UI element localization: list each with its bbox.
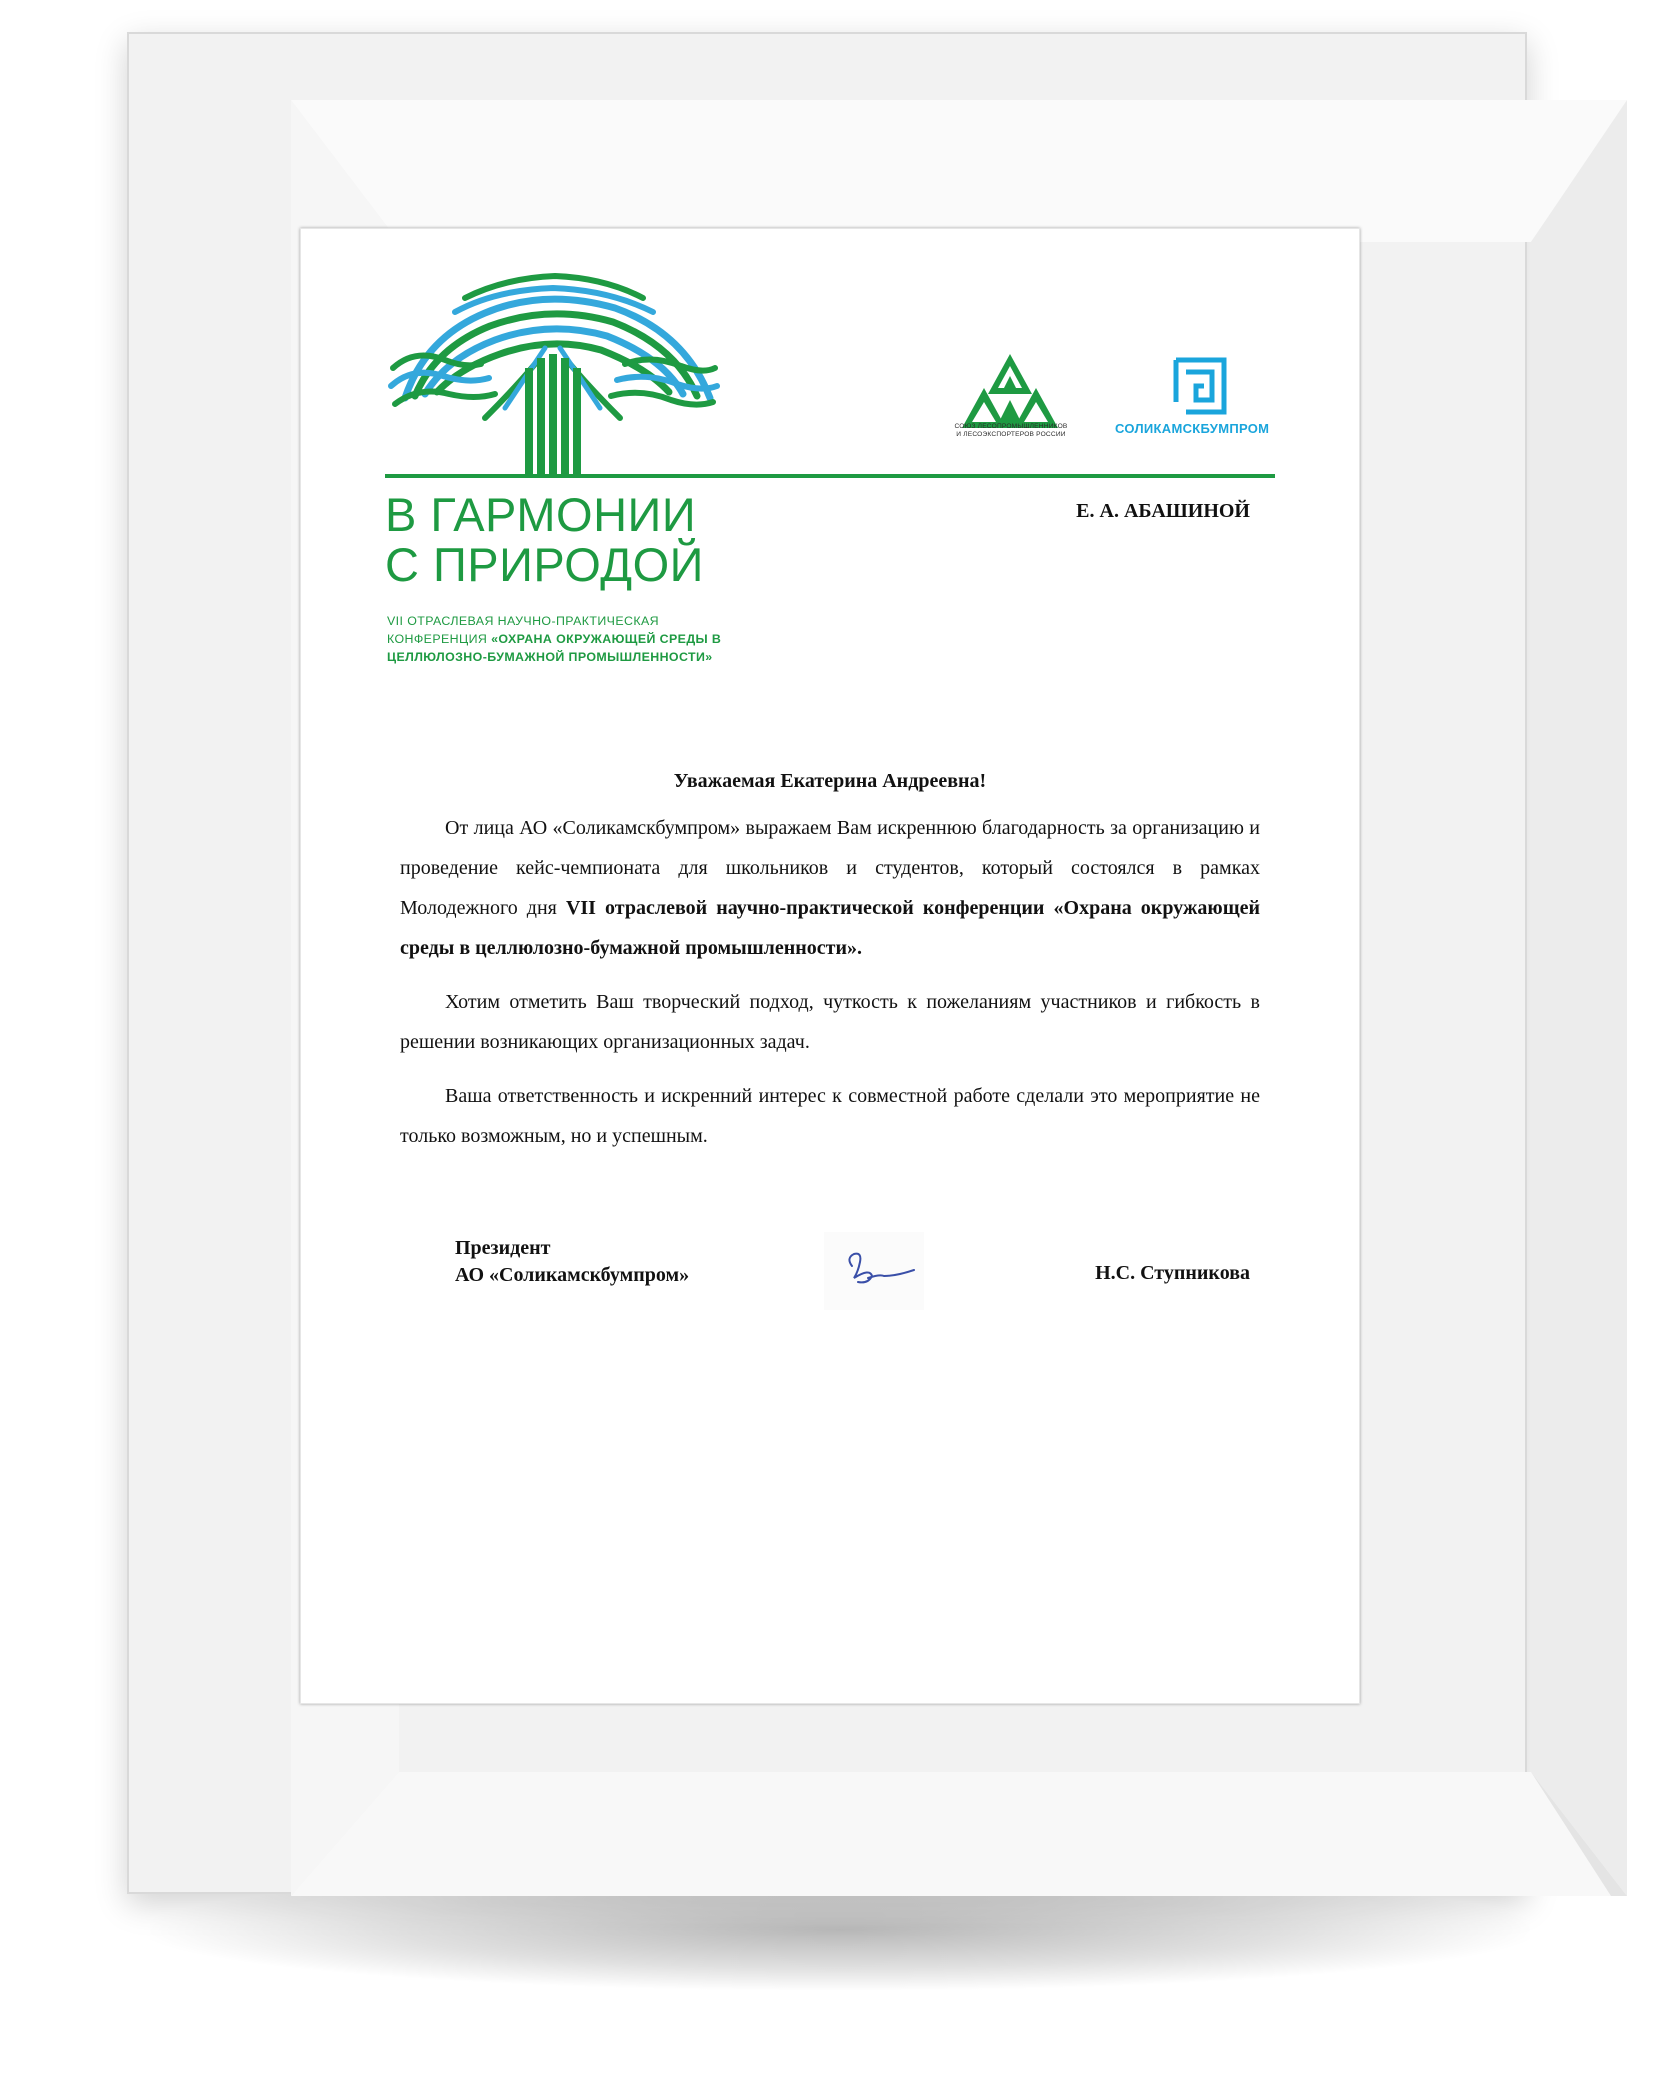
conference-subtitle-line2-b: «ОХРАНА ОКРУЖАЮЩЕЙ СРЕДЫ В (491, 632, 722, 646)
conference-subtitle-line3-text: ЦЕЛЛЮЛОЗНО-БУМАЖНОЙ ПРОМЫШЛЕННОСТИ» (387, 650, 713, 664)
conference-subtitle-line1: VII ОТРАСЛЕВАЯ НАУЧНО-ПРАКТИЧЕСКАЯ (387, 614, 659, 628)
conference-subtitle-line2-a: КОНФЕРЕНЦИЯ (387, 632, 492, 646)
signatory-title (455, 1235, 689, 1289)
paragraph-1-text: От лица АО «Соликамскбумпром» выражаем Вам искреннюю благодарность за организацию и проведение кейс-чемпионата для школьников и студентов, который состоялся в рамках Молодежного дня (400, 817, 1260, 919)
solikamskbumprom-logo-icon (1172, 356, 1228, 416)
paragraph-3: Ваша ответственность и искренний интерес к совместной работе сделали это мероприятие не только возможным, но и успешным. (400, 1085, 1260, 1147)
tree-logo-icon (385, 268, 720, 478)
signatory-organization: АО «Соликамскбумпром» (455, 1264, 690, 1286)
conference-title-line1: В ГАРМОНИИ (385, 488, 697, 541)
union-name-line2: И ЛЕСОЭКСПОРТЕРОВ РОССИИ (956, 431, 1066, 438)
paragraph-1-bold: VII отраслевой научно-практической конференции «Охрана окружающей среды в целлюлозно-бумажной промышленности». (400, 897, 1260, 959)
conference-title-line2: С ПРИРОДОЙ (385, 538, 704, 591)
letter-body (400, 808, 1260, 1170)
signature-icon (824, 1232, 924, 1310)
addressee: Е. А. АБАШИНОЙ (1076, 500, 1250, 522)
header-rule (385, 474, 1275, 478)
conference-subtitle-line2 (387, 630, 722, 648)
conference-title (385, 490, 745, 590)
paragraph-2: Хотим отметить Ваш творческий подход, чуткость к пожеланиям участников и гибкость в решении возникающих организационных задач. (400, 991, 1260, 1053)
greeting: Уважаемая Екатерина Андреевна! (673, 770, 987, 792)
conference-subtitle-line3 (387, 648, 717, 666)
union-name (947, 423, 1075, 439)
letter-page (300, 228, 1360, 1704)
company-name: СОЛИКАМСКБУМПРОМ (1115, 421, 1270, 436)
paragraph-1 (400, 808, 1260, 968)
union-name-line1: СОЮЗ ЛЕСОПРОМЫШЛЕННИКОВ (954, 423, 1068, 430)
signatory-name: Н.С. Ступникова (1095, 1262, 1250, 1284)
signatory-position: Президент (455, 1237, 551, 1259)
conference-subtitle (387, 612, 722, 666)
